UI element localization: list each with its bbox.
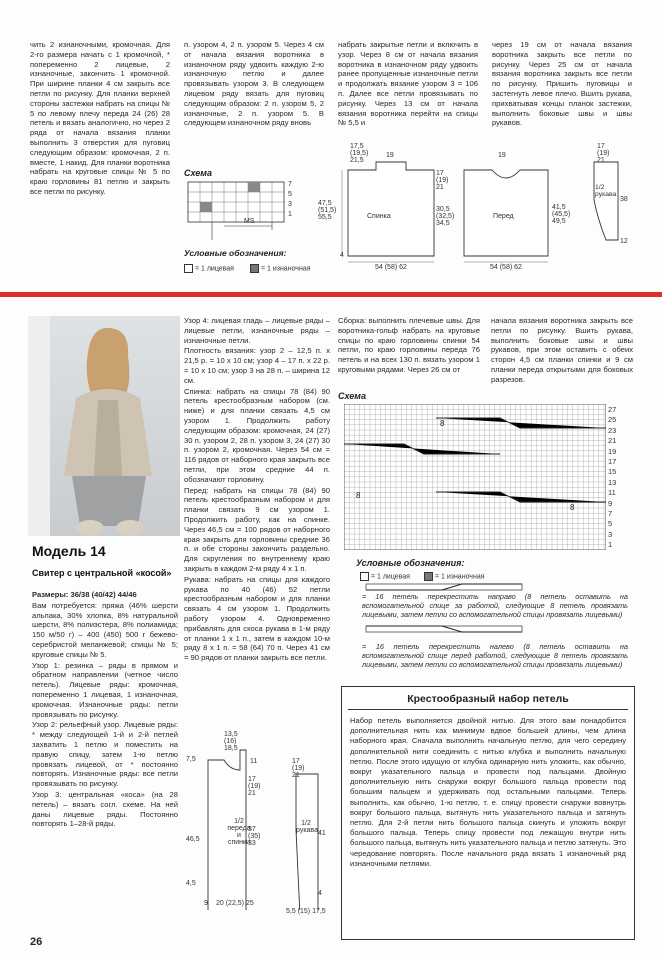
schema-small-title: Схема	[184, 168, 212, 178]
body-top-measure: 13,5 (16) 18,5	[224, 731, 238, 752]
front-width-measure: 54 (58) 62	[490, 264, 522, 271]
schema-small	[184, 168, 332, 280]
text-column-3: набрать закрытые петли и включить в узор. Через 8 см от начала вязания воротника в изнаночном ряду удвоить ранее пропущенные изнаночные петли и продолжать вязание узором 3 = 106 п. Далее все петли провязывать по рисунку. Через 13 см от начала вязания воротника перейти на спицы № 5,5 и	[338, 40, 478, 128]
left-text: Размеры: 36/38 (40/42) 44/46 Вам потребуется: пряжа (46% шерсти альпака, 30% хлопка, 8% натуральной шерсти, 8% полиэстера, 8% полиамида; 150 м/50 г) – 400 (450) 500 г бежево-серебристой меланжевой; спицы № 5; круговые спицы № 5. Узор 1: резинка – ряды в прямом и обратном направлении (четное число петель). Лицевые ряды: кромочная, попеременно 1 лицевая, 1 изнаночная, кромочная. Изнаночные ряды: петли провязывать по рисунку. Узор 2: рельефный узор. Лицевые ряды: * между следующей 1-й и 2-й петлей захватить 1 петлю и поместить на правую спицу, затем 1-ю петлю провязать лицевой, от * постоянно повторять. Изнаночные ряды: все петли провязывать по рисунку. Узор 3: центральная «коса» (на 28 петель) – вязать согл. схеме. На ней даны лицевые ряды. Постоянно повторять 1–28-й ряды.	[32, 590, 178, 829]
bottom-9-measure: 9	[204, 900, 208, 907]
back-width-measure: 54 (58) 62	[375, 264, 407, 271]
schema-big-grid	[344, 404, 606, 550]
body-length-bottom-measure: 46,5	[186, 836, 200, 843]
legend-big-knit: = 1 лицевая	[360, 572, 410, 581]
schema-small-ms: MS	[244, 218, 255, 225]
legend-small-knit: = 1 лицевая	[184, 264, 234, 273]
sleeve-bottom-measure: 5,5 (15) 17,5	[286, 908, 326, 915]
armhole-bottom-measure: 17 (19) 21	[248, 776, 261, 797]
shoulder-measure: 17,5 (19,5) 21,5	[350, 143, 369, 164]
middle-text: Узор 4: лицевая гладь – лицевые ряды – лицевые петли, изнаночные ряды – изнаночные петли. Плотность вязания: узор 2 – 12,5 п. x 21,5 р. = 10 x 10 см; узор 4 – 17 п. x 22 р. = 10 x 10 см; узор 3 на 28 п. – ширина 12 см. Спинка: набрать на спицы 78 (84) 90 петель крестообразным набором (см. ниже) и для планки связать 4,5 см узором 1. Продолжить работу следующим образом: кромочная, 24 (27) 30 п. узором 2, 28 п. узором 3, 24 (27) 30 п. узором 2, кромочная. Через 54 см = 116 рядов от наборного края закрыть все петли, при этом средние 44 п. обозначают горловину. Перед: набрать на спицы 78 (84) 90 петель крестообразным набором и для планки связать 9 см узором 1. Продолжить работу, как на спинке. Через 46,5 см = 100 рядов от наборного края закрыть для горловины средние 36 п. и обе стороны закончить раздельно. Для скругления по внутреннему краю закрыть в каждом 2-м ряду 4 x 1 п. Рукава: набрать на спицы для каждого рукава по 40 (46) 52 петли крестообразным набором и для планки связать 4 см узором 1. Продолжить работу узором 4. Одновременно прибавлять для скоса рукава в 1-м ряду от планки 1 x 1 п., затем в каждом 10-м ряду 8 x 1 п. = 58 (64) 70 п. Через 41 см = 90 рядов от планки закрыть все петли.	[184, 316, 330, 663]
sleeve-top-bottom-measure: 17 (19) 21	[292, 758, 305, 779]
legend-cable-left: = 16 петель перекрестить налево (8 петель оставить на вспомогательной спице перед работой, следующие 8 петель провязать лицевыми, затем петли со вспомогательной спицы провязать лицевыми)	[362, 642, 628, 669]
model-photo	[28, 316, 180, 536]
cast-on-box	[341, 686, 635, 940]
cast-on-text: Набор петель выполняется двойной нитью. Для этого вам понадобится дополнительная нить как минимум вдвое большей длины, чем длина наборного края. Сначала выполнить начальную петлю, для чего середину дополнительной нити соединить с нитью клубка и выполнить начальную петлю. После этого идущую от клубка одинарную нить уложить, как обычно, вокруг указательного пальца и провести под пальцами. Двойную дополнительную нить снаружи вокруг большого пальца провести под большим пальцем и удерживать под остальными пальцами. Теперь выполнить, как обычно, 1-ю петлю, т. е. спицу провести снаружи вовнутрь вокруг большого пальца, вытянуть нить указательного пальца и затянуть петлю. Для 2-й петли нить большого пальца скинуть и уложить вокруг большого пальца. Теперь спицу провести под лежащую внутри нить большого пальца, вытянуть нить указательного пальца и петлю затянуть. Это чередование повторять. После начального ряда вязать 1 изнаночный ряд изнаночными петлями.	[350, 716, 626, 868]
hem-bottom-measure: 4,5	[186, 880, 196, 887]
section-divider	[0, 292, 662, 297]
legend-cable-right: = 16 петель перекрестить направо (8 петель оставить на вспомогательной спице за работой, следующие 8 петель провязать лицевыми, затем петли со вспомогательной спицы провязать лицевыми)	[362, 592, 628, 619]
body-length-measure: 30,5 (32,5) 34,5	[436, 206, 455, 227]
body-top2-measure: 11	[250, 758, 258, 765]
bottom-width-measure: 20 (22,5) 25	[216, 900, 254, 907]
model-illustration	[28, 316, 180, 536]
legend-big-purl: = 1 изнаночная	[424, 572, 485, 581]
legend-big-title: Условные обозначения:	[356, 558, 465, 568]
neck-bottom-measure: 7,5	[186, 756, 196, 763]
back-side-measure: 47,5 (51,5) 55,5	[318, 200, 337, 221]
schema-small-row-labels: 7 5 3 1	[288, 181, 292, 218]
neck-back-measure: 19	[386, 152, 394, 159]
text-column-1: чить 2 изнаночными, кромочная. Для 2-го размера начать с 1 кромочной, * попеременно 2 лицевые, 2 изнаночные, закончить 1 кромочной. При ширине планки 4 см закрыть все петли по рисунку. Для планки верхней стороны застежки набрать на спицы № 5 по левому плечу переда 24 (26) 28 петель и вязать аналогично, но через 2 ряда от начала вязания планки выполнить 3 отверстия для пуговиц следующим образом: кромочная, 2 п. вместе, 1 накид. Для планки воротника набрать на круговые спицы № 5 по краю горловины 81 петлю и закрыть все петли по рисунку.	[30, 40, 170, 196]
front-label: Перед	[493, 213, 514, 220]
arm-measure: 37 (35) 33	[248, 826, 261, 847]
front-length-measure: 41,5 (45,5) 49,5	[552, 204, 571, 225]
schema-big-row-labels: 27 25 23 21 19 17 15 13 11 9 7 5 3 1	[608, 405, 617, 550]
text-column-4: через 19 см от начала вязания воротника закрыть все петли по рисунку. Через 25 см от начала вязания воротника закрыть все петли по рисунку. Пришить пуговицы и застегнуть левое плечо. Вшить рукава, прихватывая концы планок застежки, выполнить боковые швы и швы рукавов.	[492, 40, 632, 128]
sleeve-top-measure: 17 (19) 21	[597, 143, 610, 164]
back-diagram	[348, 162, 434, 256]
sleeve-label: 1/2 рукава	[595, 184, 617, 198]
text-column-2: п. узором 4, 2 п. узором 5. Через 4 см от начала вязания воротника в изнаночном ряду удвоить каждую 2-ю изнаночную петлю и далее провязывать узором 3. В следующем лицевом ряду вязать для пуговиц следующим образом: 2 п. узором 5, 2 изнаночные, 2 п. узором 5. В следующем изнаночном ряду вновь	[184, 40, 324, 128]
sleeve-length-measure: 38	[620, 196, 628, 203]
model-title: Свитер с центральной «косой»	[32, 568, 172, 578]
armhole-measure: 17 (19) 21	[436, 170, 449, 191]
page-number: 26	[30, 936, 43, 948]
model-number: Модель 14	[32, 543, 106, 559]
sleeve-length-bottom-measure: 41	[318, 830, 326, 837]
cast-on-title: Крестообразный набор петель	[348, 691, 628, 710]
legend-small-title: Условные обозначения:	[184, 248, 287, 258]
svg-text:8: 8	[570, 503, 575, 512]
top-pattern-diagrams	[336, 140, 636, 270]
back-hem-measure: 4	[340, 252, 344, 259]
half-sleeve-diagram	[296, 774, 318, 910]
right-text-2: начала вязания воротника закрыть все петли по рисунку. Вшить рукава, выполнить боковые швы и швы рукавов, при этом оставить с обеих сторон 4,5 см планки спинки и 9 см планки переда открытыми для боковых разрезов.	[491, 316, 633, 384]
sleeve-cuff-bottom-measure: 4	[318, 890, 322, 897]
legend-small-purl: = 1 изнаночная	[250, 264, 311, 273]
back-label: Спинка	[367, 213, 391, 220]
svg-text:8: 8	[356, 491, 361, 500]
sleeve-diagram	[594, 162, 618, 240]
half-body-label: 1/2 переда и спинки	[227, 818, 251, 846]
schema-big-title: Схема	[338, 391, 366, 401]
sleeve-cuff-measure: 12	[620, 238, 628, 245]
neck-front-measure: 19	[498, 152, 506, 159]
right-text-1: Сборка: выполнить плечевые швы. Для воротника-гольф набрать на круговые спицы по краю горловины спинки 54 петли, по краю горловины переда 76 петель и на всех 130 п. вязать узором 1 круговыми рядами. Через 26 см от	[338, 316, 480, 374]
schema-small-grid	[184, 180, 332, 250]
svg-text:8: 8	[440, 419, 445, 428]
half-sleeve-label: 1/2 рукава	[296, 820, 318, 834]
